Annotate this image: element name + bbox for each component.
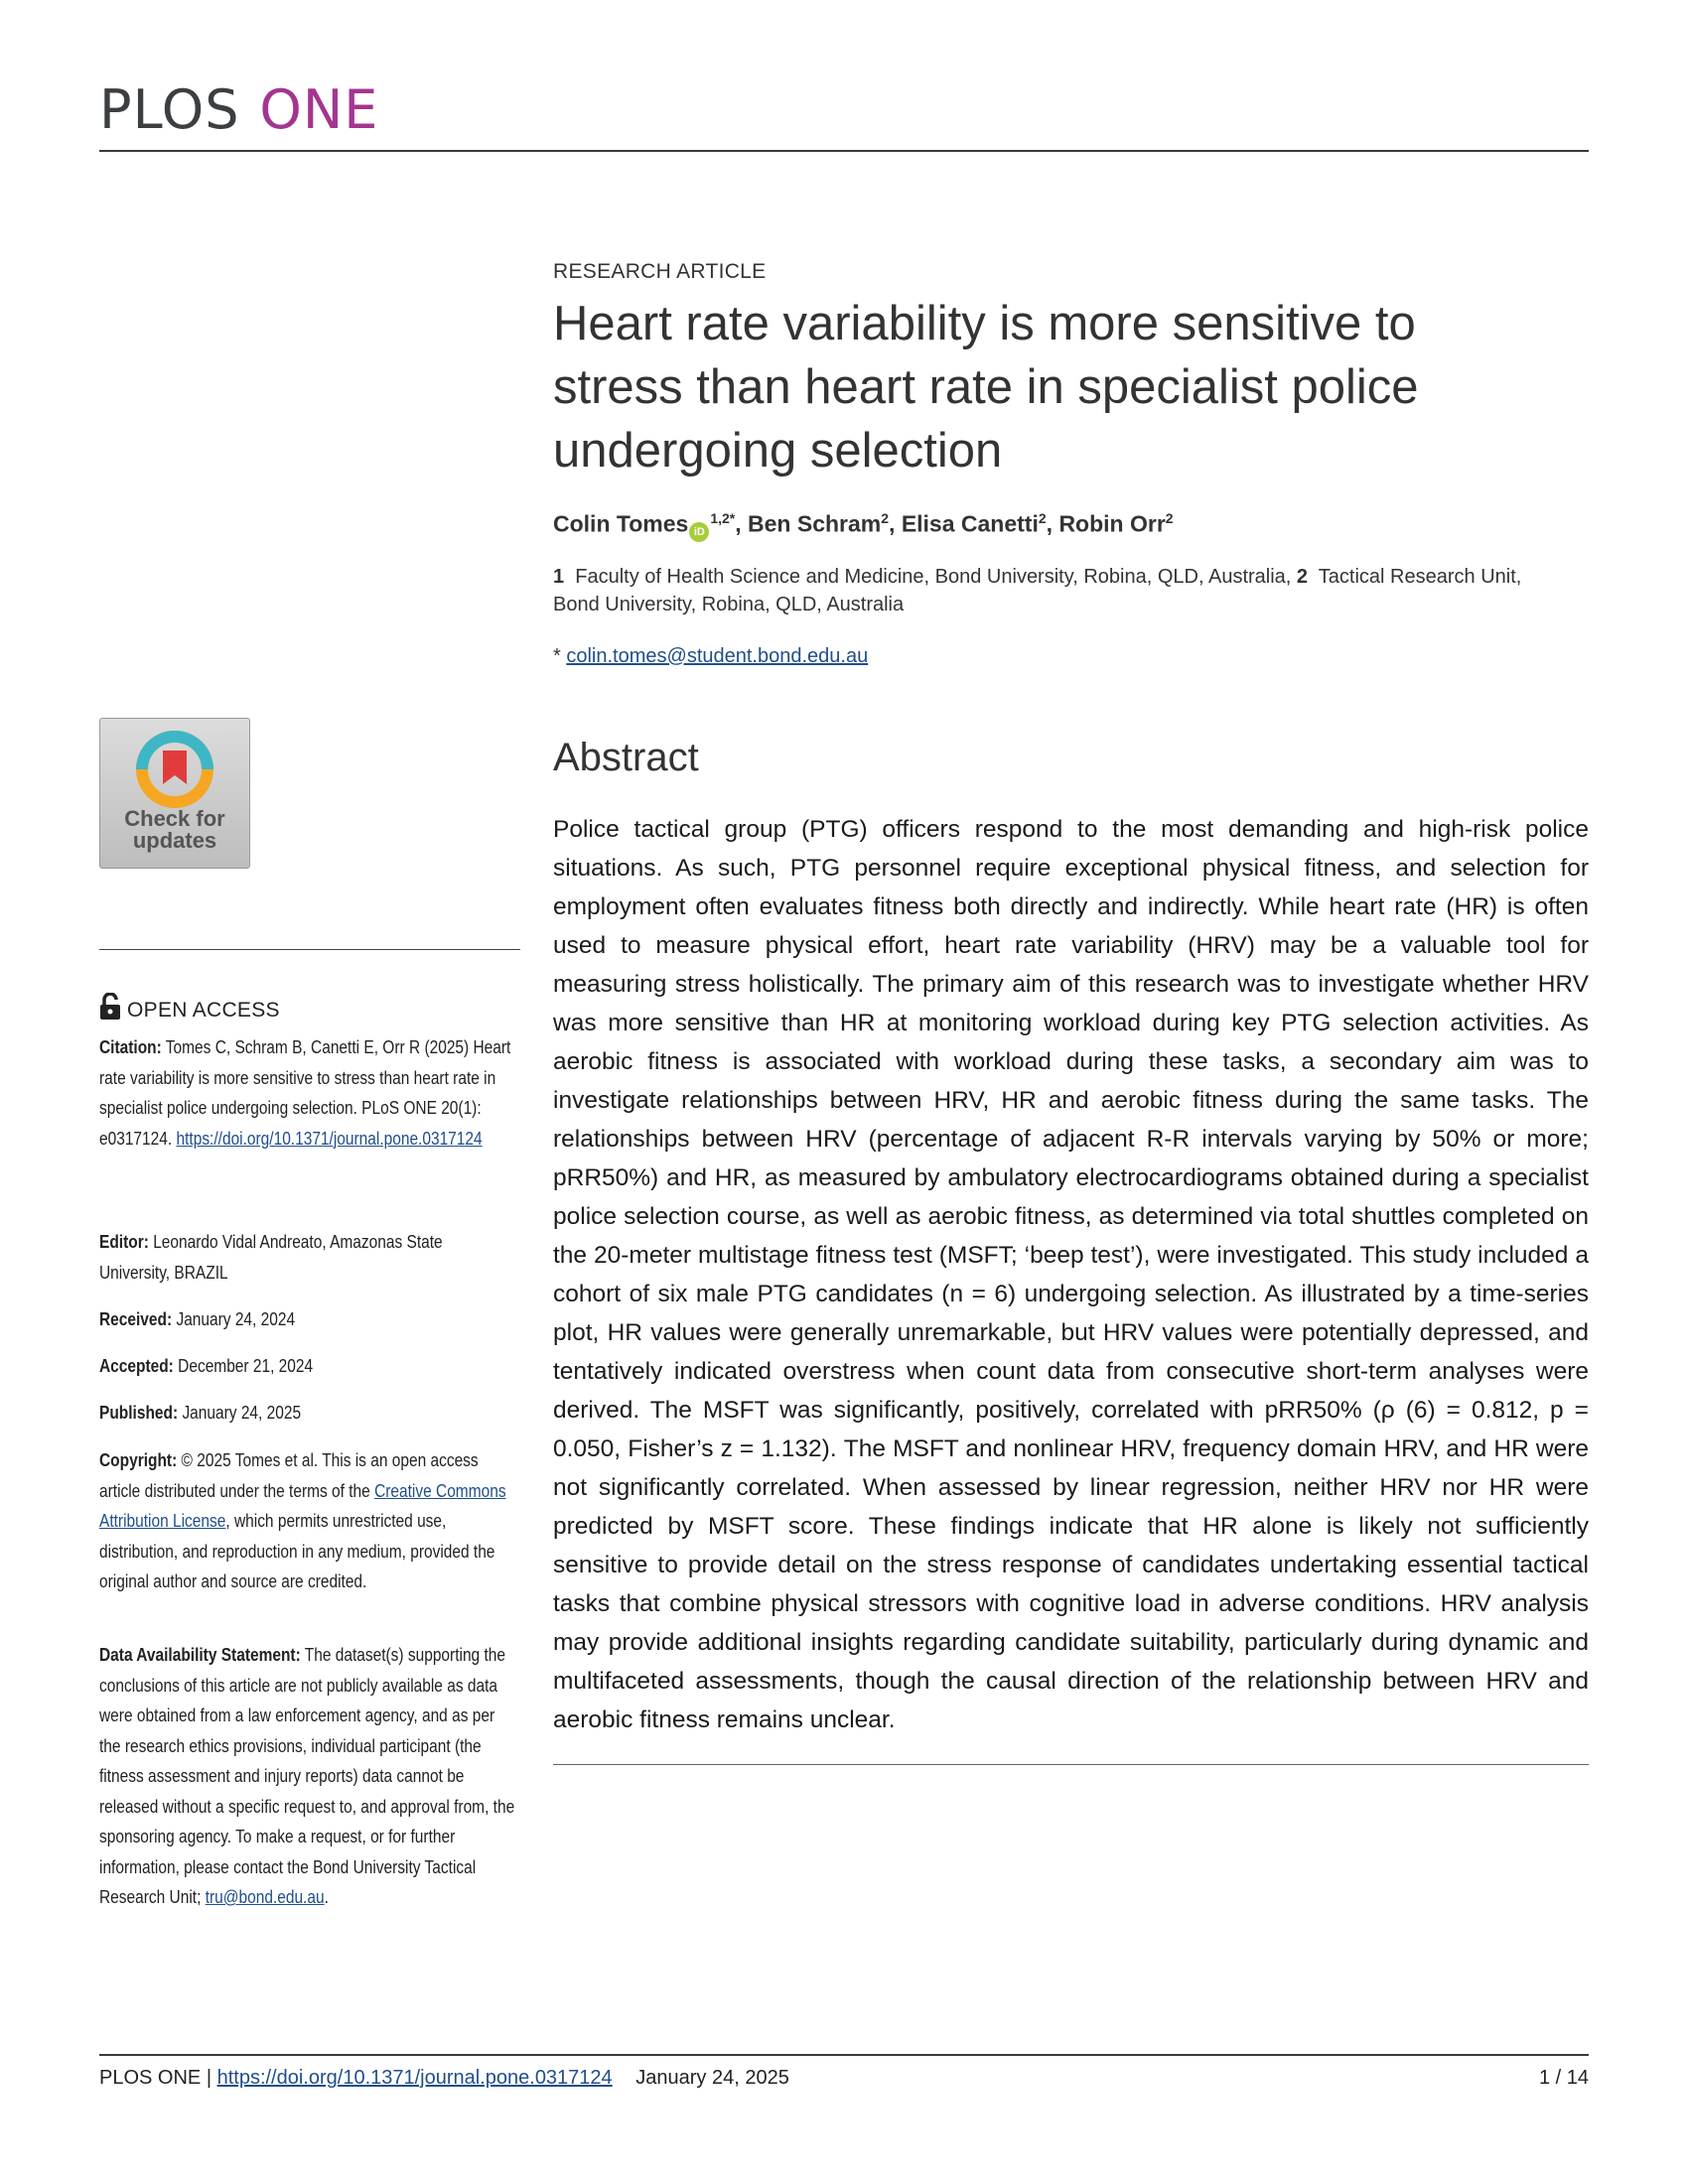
editor-text: Leonardo Vidal Andreato, Amazonas State University, BRAZIL	[99, 1232, 443, 1283]
published-date: January 24, 2025	[182, 1403, 302, 1423]
open-lock-icon	[99, 993, 121, 1021]
copyright-text-end: , which permits unrestricted use, distribution, and reproduction in any medium, provided the original author and source are credited.	[99, 1511, 495, 1591]
logo-plos: PLOS	[99, 78, 240, 141]
author-affil-sup: 2	[1038, 510, 1047, 526]
copyright-block	[99, 1445, 506, 1597]
page-number: 1 / 14	[1538, 2067, 1589, 2089]
affiliation-text: Faculty of Health Science and Medicine, Bond University, Robina, QLD, Australia,	[575, 566, 1292, 588]
author-name: Ben Schram	[748, 510, 882, 537]
open-access	[99, 993, 280, 1023]
accepted-label: Accepted:	[99, 1356, 174, 1376]
published-block	[99, 1398, 458, 1429]
affiliation-text: Tactical Research Unit, Bond University, Robina, QLD, Australia	[553, 566, 1522, 615]
corresponding-email	[553, 645, 1589, 668]
journal-logo	[99, 78, 379, 141]
affiliations	[553, 563, 1556, 618]
author-name: Robin Orr	[1058, 510, 1166, 537]
citation-doi-link[interactable]: https://doi.org/10.1371/journal.pone.0317124	[176, 1128, 483, 1149]
check-updates-label: Check for updates	[124, 806, 225, 853]
article-title: Heart rate variability is more sensitive to stress than heart rate in specialist police undergoing selection	[553, 297, 1419, 478]
published-label: Published:	[99, 1403, 179, 1423]
logo-one: ONE	[259, 78, 379, 141]
author-affil-sup: 2	[881, 510, 890, 526]
abstract-divider	[553, 1764, 1589, 1765]
check-for-updates-badge[interactable]	[99, 718, 250, 869]
affiliation-number: 2	[1296, 566, 1309, 588]
email-marker: *	[553, 645, 561, 667]
received-label: Received:	[99, 1309, 173, 1329]
copyright-text: © 2025 Tomes et al. This is an open access article distributed under the terms of the	[99, 1450, 479, 1501]
email-link[interactable]: colin.tomes@student.bond.edu.au	[566, 645, 869, 667]
footer-divider	[99, 2054, 1589, 2056]
data-availability-text: The dataset(s) supporting the conclusions of this article are not publicly available as data were obtained from a law enforcement agency, and as per the research ethics provisions, individual participant (the fitness assessment and injury reports) data cannot be released without a specific request to, and approval from, the sponsoring agency. To make a request, or for further information, please contact the Bond University Tactical Research Unit;	[99, 1645, 515, 1907]
citation-text: Tomes C, Schram B, Canetti E, Orr R (2025) Heart rate variability is more sensitive to stress than heart rate in specialist police undergoing selection. PLoS ONE 20(1): e0317124.	[99, 1037, 511, 1149]
affiliation-number: 1	[553, 566, 565, 588]
page-footer	[99, 2067, 789, 2090]
footer-doi-link[interactable]: https://doi.org/10.1371/journal.pone.0317124	[216, 2067, 613, 2089]
footer-date: January 24, 2025	[635, 2067, 789, 2089]
author-list: Colin Tomes $iD^{1,2*}$, Ben Schram$^2$, Elisa Canetti$^2$, Robin Orr$^2$	[553, 510, 1589, 542]
license-link[interactable]: Creative Commons Attribution License	[99, 1480, 506, 1531]
citation-label: Citation:	[99, 1037, 162, 1057]
copyright-label: Copyright:	[99, 1450, 178, 1470]
abstract-heading: Abstract	[553, 736, 699, 779]
editor-block	[99, 1227, 458, 1288]
author-affil-sup: 2	[1165, 510, 1174, 526]
received-block	[99, 1304, 458, 1335]
sidebar-divider	[99, 949, 520, 950]
author-name: Elisa Canetti	[901, 510, 1039, 537]
citation-block	[99, 1032, 511, 1154]
accepted-block	[99, 1351, 458, 1382]
orcid-icon[interactable]: iD	[689, 522, 709, 542]
open-access-label: OPEN ACCESS	[127, 999, 280, 1022]
abstract-body: Police tactical group (PTG) officers respond to the most demanding and high-risk police situations. As such, PTG personnel require exceptional physical fitness, and selection for employment often evaluates fitness both directly and indirectly. While heart rate (HR) is often used to measure physical effort, heart rate variability (HRV) may be a valuable tool for measuring stress holistically. The primary aim of this research was to investigate whether HRV was more sensitive than HR at monitoring workload during key PTG selection activities. As aerobic fitness is associated with workload during these tasks, a secondary aim was to investigate relationships between HRV, HR and aerobic fitness during the same tasks. The relationships between HRV (percentage of adjacent R-R intervals varying by 50% or more; pRR50%) and HR, as measured by ambulatory electrocardiograms obtained during a specialist police selection course, as well as aerobic fitness, as determined via total shuttles completed on the 20-meter multistage fitness test (MSFT; ‘beep test’), were investigated. This study included a cohort of six male PTG candidates (n = 6) undergoing selection. As illustrated by a time-series plot, HR values were generally unremarkable, but HRV values were potentially depressed, and tentatively indicated overstress when count data from consecutive short-term analyses were derived. The MSFT was significantly, positively, correlated with pRR50% (ρ (6) = 0.812, p = 0.050, Fisher’s z = 1.132). The MSFT and nonlinear HRV, frequency domain HRV, and HR were not significantly correlated. When assessed by linear regression, neither HRV nor HR were predicted by MSFT score. These findings indicate that HR alone is likely not sufficiently sensitive to provide detail on the stress response of candidates undertaking essential tactical tasks that combine physical stressors with cognitive load in adverse conditions. HRV analysis may provide additional insights regarding candidate suitability, particularly during dynamic and multifaceted assessments, though the causal direction of the relationship between HRV and aerobic fitness remains unclear.	[553, 816, 1589, 1733]
editor-label: Editor:	[99, 1232, 149, 1252]
author-affil-sup: 1,2	[710, 510, 730, 526]
corresponding-star: *	[729, 510, 736, 526]
author-name: Colin Tomes	[553, 510, 689, 537]
data-contact-email-link[interactable]: tru@bond.edu.au	[205, 1887, 325, 1907]
crossmark-icon	[134, 729, 215, 810]
data-availability-end: .	[324, 1887, 329, 1907]
accepted-date: December 21, 2024	[178, 1356, 314, 1376]
data-availability-label: Data Availability Statement:	[99, 1645, 301, 1665]
received-date: January 24, 2024	[176, 1309, 296, 1329]
data-availability-block	[99, 1640, 515, 1913]
footer-journal: PLOS ONE |	[99, 2067, 212, 2089]
article-type: RESEARCH ARTICLE	[553, 260, 767, 283]
header-divider	[99, 150, 1589, 152]
